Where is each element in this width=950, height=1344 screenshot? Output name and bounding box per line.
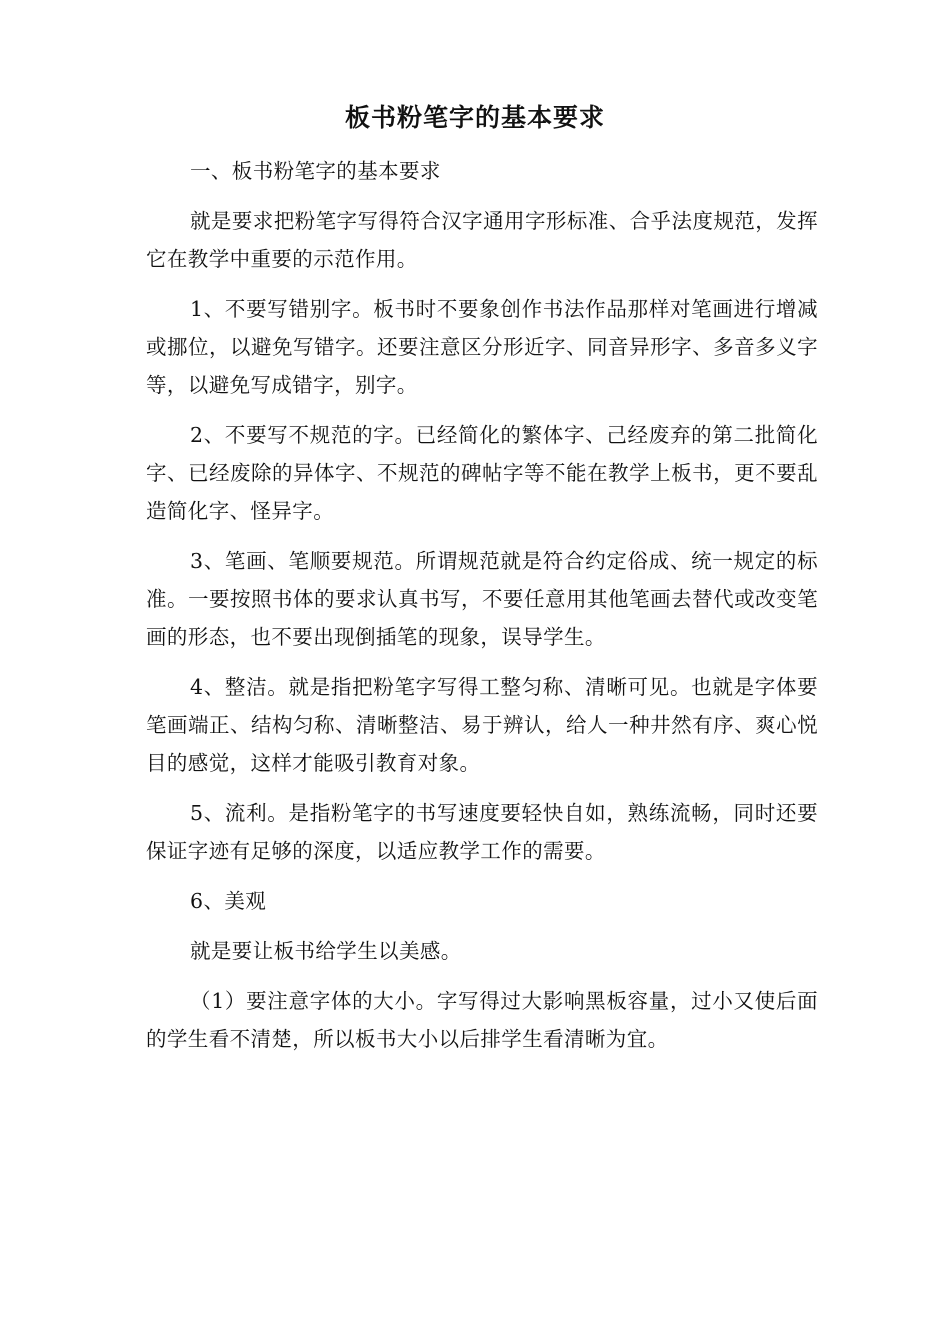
paragraph-item-1: 1、不要写错别字。板书时不要象创作书法作品那样对笔画进行增减或挪位，以避免写错字。还要注意区分形近字、同音异形字、多音多义字等，以避免写成错字，别字。	[146, 297, 818, 397]
paragraph-item-6-sub-1: （1）要注意字体的大小。字写得过大影响黑板容量，过小又使后面的学生看不清楚，所以板书大小以后排学生看清晰为宜。	[146, 989, 818, 1051]
paragraph-item-5: 5、流利。是指粉笔字的书写速度要轻快自如，熟练流畅，同时还要保证字迹有足够的深度，以适应教学工作的需要。	[146, 801, 818, 863]
paragraph-item-3: 3、笔画、笔顺要规范。所谓规范就是符合约定俗成、统一规定的标准。一要按照书体的要求认真书写，不要任意用其他笔画去替代或改变笔画的形态，也不要出现倒插笔的现象，误导学生。	[146, 549, 818, 649]
paragraph-intro: 就是要求把粉笔字写得符合汉字通用字形标准、合乎法度规范，发挥它在教学中重要的示范作用。	[146, 209, 818, 271]
paragraph-item-4: 4、整洁。就是指把粉笔字写得工整匀称、清晰可见。也就是字体要笔画端正、结构匀称、清晰整洁、易于辨认，给人一种井然有序、爽心悦目的感觉，这样才能吸引教育对象。	[146, 675, 818, 775]
paragraph-item-2: 2、不要写不规范的字。已经简化的繁体字、己经废弃的第二批简化字、已经废除的异体字、不规范的碑帖字等不能在教学上板书，更不要乱造简化字、怪异字。	[146, 423, 818, 523]
paragraph-item-6-intro: 就是要让板书给学生以美感。	[190, 939, 462, 963]
document-body	[146, 152, 818, 1070]
paragraph-item-6-heading: 6、美观	[190, 889, 267, 913]
document-title: 板书粉笔字的基本要求	[344, 103, 605, 132]
section-heading: 一、板书粉笔字的基本要求	[190, 159, 441, 183]
